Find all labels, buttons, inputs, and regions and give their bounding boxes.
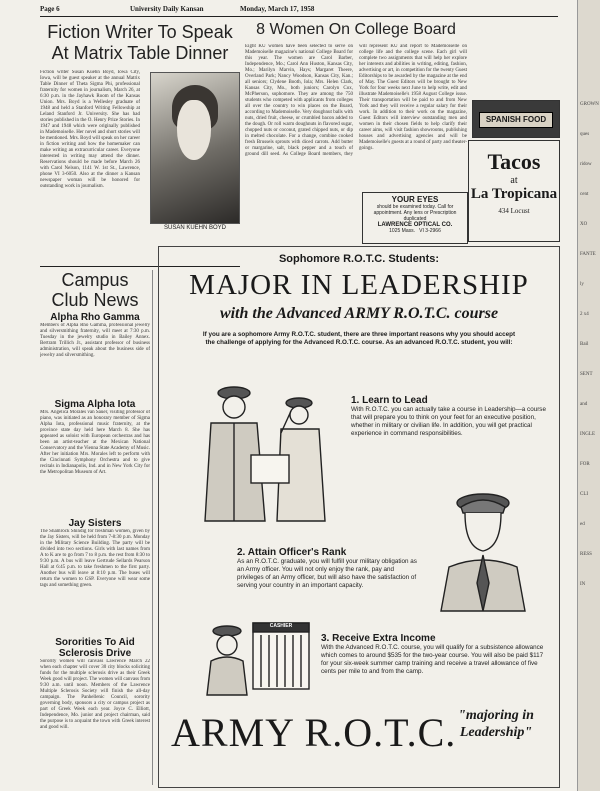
strip-line: Bail bbox=[580, 342, 589, 347]
fiction-headline-line2: At Matrix Table Dinner bbox=[51, 43, 229, 63]
optical-ad bbox=[362, 192, 468, 244]
rotc-item-body: With the Advanced R.O.T.C. course, you will qualify for a subsistence allowance which comes to around $535 for the two-year course. You will also be paid $117 for your six-week summer camp training and receive a travel allowance of five cents per mile to and from the camp. bbox=[321, 644, 544, 675]
section-body: Sorority women will canvass Lawrence March 22 when each chapter will cover 30 city blocks soliciting funds for the multiple sclerosis drive as their Greek Week good will project. The women will canvass from 9:30 a.m. until noon. Members of the Lawrence Multiple Sclerosis Society will finish the all-day campaign. The Panhellenic Council, sorority governing body, sponsors a city or campus project as part of Greek Week each year. Joyce C. Elliott, Independence, Mo. junior and project chairman, said the purpose is to acquaint the town with Greek interest and good will. bbox=[40, 659, 150, 730]
tacos-place: La Tropicana bbox=[470, 186, 558, 202]
fiction-headline bbox=[40, 22, 240, 64]
strip-line: CLI bbox=[580, 492, 589, 497]
strip-line: FOR bbox=[580, 462, 590, 467]
college-board-body: Eight KU women have been selected to serve on Mademoiselle magazine's national College Board for this year. The women are Carol Barber, Independence, Mo.; Carol Ann Huston, Kansas City, Mo.; Marilyn Marvin, Hays; Margaret Theere, Overland Park; Nancy Woodson, Kansas City, Kan.; all seniors; Clydene Booth, Iola; Mrs. Helen Clark, Kansas City, Mo., both juniors; Carolyn Cox, McPherson, sophomore. They are among the 750 students who competed with applicants from colleges all over the country to win places on the Board, according to Mademoiselle. Very doughnut balls with nuts, dried fruit, cheese, or crumbled bacon added to the dough. Or roll warm doughnuts in flavored sugar, chopped nuts or coconut, grated chipped nuts, or dip in melted chocolate. For a change, combine cooked fresh Brussels sprouts with diced carrots. Add butter or margarine, salt, black pepper and a touch of ground dill seed. As College Board members, they will represent KU and report to Mademoiselle on college life and the college scene. Each girl will complete two assignments that will help her explore her interests and abilities in writing, editing, fashion, advertising or art, in competition for the twenty Guest Editorships to be awarded by the magazine at the end of May. The Guest Editors will be brought to New York for four weeks next June to help write, edit and illustrate Mademoiselle's 1958 August College issue. Their transportation will be paid to and from New York and they will receive a regular salary for their work. In addition to their work on the magazine, Guest Editors will interview outstanding men and women in their chosen fields to help clarify their career aims, will visit fashion showrooms, publishing houses and advertising agencies and will be Mademoiselle's guests at a round of party and theater-goings. bbox=[245, 44, 467, 157]
strip-line: INGLE bbox=[580, 432, 595, 437]
optical-phone: VI 3-2966 bbox=[419, 228, 441, 234]
spanish-food-label: SPANISH FOOD bbox=[479, 112, 553, 128]
page-number: Page 6 bbox=[40, 5, 60, 13]
section-body: The Shamrock Shindig for freshman women, given by the Jay Sisters, will be held from 7-8:30 p.m. Monday in the Military Science Building. The party will be divided into two sections. Girls with last names from A to K are to go from 7 to 8 p.m. the rest from 8:30 to 9:30 p.m. A bus will leave Gertrude Sellards Pearson Hall at 6:45 p.m. to take freshmen to the first party. Another bus will leave at 8:10 p.m. The buses will return the women to GSP. Everyone will wear some tags and something green. bbox=[40, 529, 150, 588]
section-head: Jay Sisters bbox=[68, 518, 122, 529]
optical-headline: YOUR EYES bbox=[391, 195, 439, 204]
strip-line: SENT bbox=[580, 372, 593, 377]
strip-line: cent bbox=[580, 192, 589, 197]
strip-line: RESS bbox=[580, 552, 592, 557]
campus-title-line1: Campus bbox=[61, 270, 129, 290]
spanish-food-ad bbox=[472, 100, 560, 138]
optical-text: should be examined today. Call for appointment. Any lens or Prescription duplicated bbox=[373, 204, 457, 222]
strip-line: ly bbox=[580, 282, 584, 287]
cashier-sign: CASHIER bbox=[269, 623, 293, 629]
strip-text bbox=[578, 100, 600, 612]
officer-portrait-illustration bbox=[421, 483, 551, 613]
strip-line: and bbox=[580, 402, 588, 407]
section-head: Sororities To Aid Sclerosis Drive bbox=[55, 637, 135, 659]
college-board-headline: 8 Women On College Board bbox=[256, 21, 456, 38]
section-head: Sigma Alpha Iota bbox=[54, 399, 136, 410]
rotc-item-2 bbox=[237, 547, 417, 590]
rotc-ad bbox=[158, 246, 560, 788]
strip-line: 2 x4 bbox=[580, 312, 589, 317]
rotc-item-body: With R.O.T.C. you can actually take a course in Leadership—a course that will prepare you to think on your feet for an executive position, whether in military or civilian life. In addition, you will get practical experience in command responsibilities. bbox=[351, 406, 546, 437]
tacos-at: at bbox=[510, 175, 518, 186]
campus-club-column bbox=[40, 270, 150, 790]
rotc-item-body: As an R.O.T.C. graduate, you will fulfill your military obligation as an Army officer. You will not only enjoy the rank, pay and privileges of an Army officer, but will also have the satisfaction of serving your country in an important capacity. bbox=[237, 558, 417, 589]
tacos-title: Tacos bbox=[487, 149, 541, 174]
rotc-item-title: 1. Learn to Lead bbox=[351, 395, 428, 406]
paper-name: University Daily Kansan bbox=[130, 5, 204, 13]
rotc-kicker: Sophomore R.O.T.C. Students: bbox=[278, 253, 440, 265]
strip-line: ques bbox=[580, 132, 590, 137]
strip-line: XO bbox=[580, 222, 588, 227]
strip-line: IN bbox=[580, 582, 586, 587]
rotc-headline: MAJOR IN LEADERSHIP bbox=[189, 269, 529, 301]
strip-line: ridow bbox=[580, 162, 592, 167]
fiction-body: Fiction writer Susan Kuehn Boyd, Iowa City, Iowa, will be guest speaker at the annual Matrix Table Dinner of Theta Sigma Phi, professional fraternity for women in journalism, March 26, at 6:30 p.m. in the Jayhawk Room of the Kansas Union. Mrs. Boyd is a Wellesley graduate of 1948 and held a Stanford Writing Fellowship at Leland Stanford Jr. University. She has had stories published in the O. Henry Prize Stories. In 1947 and 1948 which were originally published in Mademoiselle. Her novel and short stories will be mentioned. Mrs. Boyd will speak on her career in fiction writing and how the homemaker can make writing an extracurricular career. Everyone interested in writing may attend the dinner. Reservations should be made before March 26 with Carol Nelson, 1141 W. 1st St., Lawrence, phone VI 3-6050. Also at the dinner a Kansan newspaper woman will be honored for outstanding work in journalism. bbox=[40, 70, 140, 189]
fiction-headline-line1: Fiction Writer To Speak bbox=[47, 22, 233, 42]
optical-name: LAWRENCE OPTICAL CO. bbox=[377, 222, 453, 228]
tacos-address: 434 Locust bbox=[498, 207, 530, 215]
saluting-officers-illustration bbox=[179, 371, 349, 531]
rotc-subhead: with the Advanced ARMY R.O.T.C. course bbox=[219, 305, 499, 322]
rotc-footer-tagline: "majoring in Leadership" bbox=[458, 708, 534, 740]
rotc-item-1 bbox=[351, 395, 551, 438]
optical-street: 1025 Mass. bbox=[389, 228, 415, 234]
rotc-item-title: 3. Receive Extra Income bbox=[321, 633, 436, 644]
rotc-item-3 bbox=[321, 633, 551, 676]
author-photo bbox=[150, 72, 240, 224]
optical-address bbox=[363, 228, 467, 234]
rotc-item-title: 2. Attain Officer's Rank bbox=[237, 547, 347, 558]
campus-title bbox=[40, 270, 150, 310]
section-body: Mrs. Angelica Morales van Sauer, visiting professor of piano, was initiated as an honorary member of Sigma Alpha Iota, professional music fraternity, at the province state day held here March 8. She has appeared as soloist with European orchestras and has been an artist-teacher at the Mexican National Conservatory and the Vienna State Academy of Music. After her initiation Mrs. Morales left to perform with the Cincinnati Symphony Orchestra and to give recitals in Indianapolis, Ind. and in New York City for the Metropolitan Museum of Art. bbox=[40, 410, 150, 475]
campus-title-line2: Club News bbox=[51, 290, 139, 310]
strip-line: ed bbox=[580, 522, 585, 527]
strip-line: GROWN bbox=[580, 102, 599, 107]
photo-caption: SUSAN KUEHN BOYD bbox=[163, 225, 226, 231]
page-header bbox=[40, 5, 558, 15]
section-body: Members of Alpha Rho Gamma, professional jewelry and silversmithing fraternity, will meet at 7:30 p.m. Tuesday in the jewelry studio in Bailey Annex. Bertram Trillich Jr., assistant professor of business administration, will speak about the business side of jewelry and silversmithing. bbox=[40, 323, 150, 358]
cashier-window-illustration bbox=[195, 617, 315, 697]
rotc-footer-title: ARMY R.O.T.C. bbox=[171, 710, 457, 755]
strip-line: FANTE bbox=[580, 252, 596, 257]
tacos-ad bbox=[468, 140, 560, 242]
rotc-intro: If you are a sophomore Army R.O.T.C. student, there are three important reasons why you should accept the challenge of applying for the Advanced R.O.T.C. course. As an advanced R.O.T.C. student, you will: bbox=[202, 331, 516, 346]
adjacent-page-strip bbox=[577, 0, 600, 791]
section-head: Alpha Rho Gamma bbox=[50, 312, 140, 323]
issue-date: Monday, March 17, 1958 bbox=[240, 5, 315, 13]
